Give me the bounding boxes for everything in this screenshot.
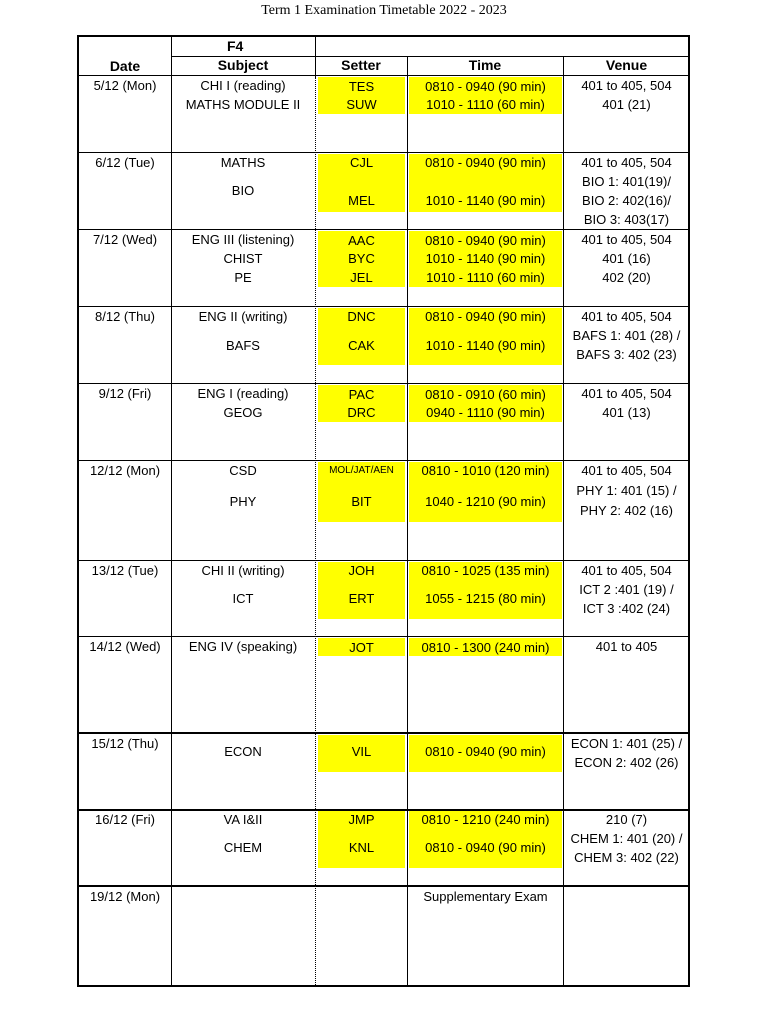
exam-subject: CHI II (writing) bbox=[201, 563, 285, 578]
exam-time: 1010 - 1140 (90 min) bbox=[425, 193, 546, 208]
exam-date: 14/12 (Wed) bbox=[89, 639, 161, 654]
page-title: Term 1 Examination Timetable 2022 - 2023 bbox=[261, 3, 507, 18]
exam-subject: BIO bbox=[231, 183, 255, 198]
exam-setter: JMP bbox=[348, 812, 375, 827]
header-date: Date bbox=[109, 58, 141, 74]
exam-venue: ICT 3 :402 (24) bbox=[582, 601, 671, 616]
exam-time: 0810 - 0940 (90 min) bbox=[425, 309, 546, 324]
exam-time: 0940 - 1110 (90 min) bbox=[409, 403, 562, 422]
exam-subject: PHY bbox=[229, 494, 257, 509]
exam-venue: 401 to 405, 504 bbox=[581, 78, 672, 93]
exam-venue: 401 to 405 bbox=[595, 639, 658, 654]
exam-venue: 401 to 405, 504 bbox=[581, 309, 672, 324]
exam-time: 0810 - 1025 (135 min) bbox=[421, 563, 550, 578]
exam-venue: 401 to 405, 504 bbox=[581, 155, 672, 170]
exam-date: 7/12 (Wed) bbox=[92, 232, 158, 247]
exam-setter: KNL bbox=[348, 840, 375, 855]
exam-time: 1010 - 1110 (60 min) bbox=[409, 95, 562, 114]
exam-venue: 401 (16) bbox=[602, 251, 651, 266]
divider bbox=[315, 77, 316, 985]
exam-venue: CHEM 3: 402 (22) bbox=[574, 850, 679, 865]
exam-subject: ENG II (writing) bbox=[198, 309, 288, 324]
exam-setter: JOH bbox=[348, 563, 375, 578]
exam-time: 1010 - 1140 (90 min) bbox=[425, 338, 546, 353]
exam-venue: PHY 2: 402 (16) bbox=[580, 503, 673, 518]
exam-venue: BAFS 3: 402 (23) bbox=[576, 347, 677, 362]
exam-subject: CSD bbox=[229, 463, 257, 478]
exam-time: 0810 - 1300 (240 min) bbox=[409, 638, 562, 656]
header-subject: Subject bbox=[217, 57, 269, 73]
exam-subject: VA I&II bbox=[223, 812, 263, 827]
exam-setter: BYC bbox=[318, 249, 405, 268]
exam-setter: TES bbox=[318, 77, 405, 95]
exam-time: 0810 - 1010 (120 min) bbox=[421, 463, 550, 478]
exam-setter: PAC bbox=[318, 385, 405, 403]
exam-time: 0810 - 0940 (90 min) bbox=[409, 231, 562, 249]
exam-venue: 401 to 405, 504 bbox=[581, 563, 672, 578]
exam-date: 16/12 (Fri) bbox=[95, 812, 155, 827]
exam-time: 0810 - 0940 (90 min) bbox=[425, 840, 546, 855]
exam-venue: 402 (20) bbox=[602, 270, 651, 285]
exam-setter: JOT bbox=[318, 638, 405, 656]
exam-setter: DNC bbox=[347, 309, 376, 324]
exam-subject: ENG III (listening) bbox=[191, 232, 295, 247]
exam-time: 1010 - 1110 (60 min) bbox=[409, 268, 562, 287]
exam-subject: CHI I (reading) bbox=[200, 78, 286, 93]
exam-subject: ECON bbox=[224, 744, 262, 759]
header-setter: Setter bbox=[341, 57, 381, 73]
exam-date: 5/12 (Mon) bbox=[93, 78, 157, 93]
header-time: Time bbox=[468, 57, 502, 73]
exam-setter: MOL/JAT/AEN bbox=[329, 465, 394, 476]
exam-setter: BIT bbox=[351, 494, 372, 509]
exam-subject: ENG IV (speaking) bbox=[188, 639, 298, 654]
exam-date: 15/12 (Thu) bbox=[91, 736, 159, 751]
exam-timetable bbox=[77, 35, 690, 987]
exam-venue: ICT 2 :401 (19) / bbox=[579, 582, 674, 597]
exam-date: 12/12 (Mon) bbox=[89, 463, 161, 478]
exam-venue: CHEM 1: 401 (20) / bbox=[570, 831, 683, 846]
exam-time: 0810 - 0940 (90 min) bbox=[425, 155, 546, 170]
exam-venue: ECON 2: 402 (26) bbox=[574, 755, 679, 770]
exam-setter: MEL bbox=[348, 193, 375, 208]
exam-time: 1010 - 1140 (90 min) bbox=[409, 249, 562, 268]
exam-subject: PE bbox=[234, 270, 252, 285]
exam-venue: 401 to 405, 504 bbox=[581, 386, 672, 401]
exam-time: 0810 - 0910 (60 min) bbox=[409, 385, 562, 403]
exam-time: 0810 - 0940 (90 min) bbox=[409, 77, 562, 95]
exam-venue: 210 (7) bbox=[605, 812, 648, 827]
exam-setter: VIL bbox=[351, 744, 372, 759]
header-venue: Venue bbox=[605, 57, 648, 73]
exam-date: 19/12 (Mon) bbox=[89, 889, 161, 904]
form-label: F4 bbox=[227, 38, 244, 54]
exam-venue: 401 to 405, 504 bbox=[581, 463, 672, 478]
exam-venue: ECON 1: 401 (25) / bbox=[570, 736, 683, 751]
exam-venue: BAFS 1: 401 (28) / bbox=[572, 328, 681, 343]
divider bbox=[407, 56, 408, 985]
exam-venue: 401 to 405, 504 bbox=[581, 232, 672, 247]
exam-venue: PHY 1: 401 (15) / bbox=[576, 483, 677, 498]
exam-venue: 401 (21) bbox=[602, 97, 651, 112]
exam-setter: DRC bbox=[318, 403, 405, 422]
exam-subject: GEOG bbox=[223, 405, 263, 420]
exam-venue: BIO 2: 402(16)/ bbox=[582, 193, 671, 208]
exam-subject: MATHS bbox=[220, 155, 266, 170]
exam-subject: ICT bbox=[232, 591, 254, 606]
exam-venue: BIO 3: 403(17) bbox=[583, 212, 670, 227]
exam-setter: JEL bbox=[318, 268, 405, 287]
exam-time: 1055 - 1215 (80 min) bbox=[425, 591, 546, 606]
exam-date: 8/12 (Thu) bbox=[95, 309, 155, 324]
exam-venue: BIO 1: 401(19)/ bbox=[582, 174, 671, 189]
exam-setter: ERT bbox=[348, 591, 375, 606]
exam-subject: CHEM bbox=[223, 840, 263, 855]
exam-subject: CHIST bbox=[223, 251, 263, 266]
exam-setter: AAC bbox=[318, 231, 405, 249]
exam-setter: CJL bbox=[349, 155, 374, 170]
exam-time: 1040 - 1210 (90 min) bbox=[425, 494, 546, 509]
exam-setter: CAK bbox=[348, 338, 375, 353]
exam-date: 9/12 (Fri) bbox=[98, 386, 152, 401]
exam-subject: ENG I (reading) bbox=[197, 386, 289, 401]
exam-time: 0810 - 1210 (240 min) bbox=[421, 812, 550, 827]
exam-subject: BAFS bbox=[226, 338, 260, 353]
exam-date: 6/12 (Tue) bbox=[95, 155, 155, 170]
exam-time: 0810 - 0940 (90 min) bbox=[425, 744, 546, 759]
exam-date: 13/12 (Tue) bbox=[91, 563, 159, 578]
exam-subject: MATHS MODULE II bbox=[185, 97, 301, 112]
exam-setter: SUW bbox=[318, 95, 405, 114]
supplementary-exam: Supplementary Exam bbox=[423, 889, 548, 904]
exam-venue: 401 (13) bbox=[602, 405, 651, 420]
